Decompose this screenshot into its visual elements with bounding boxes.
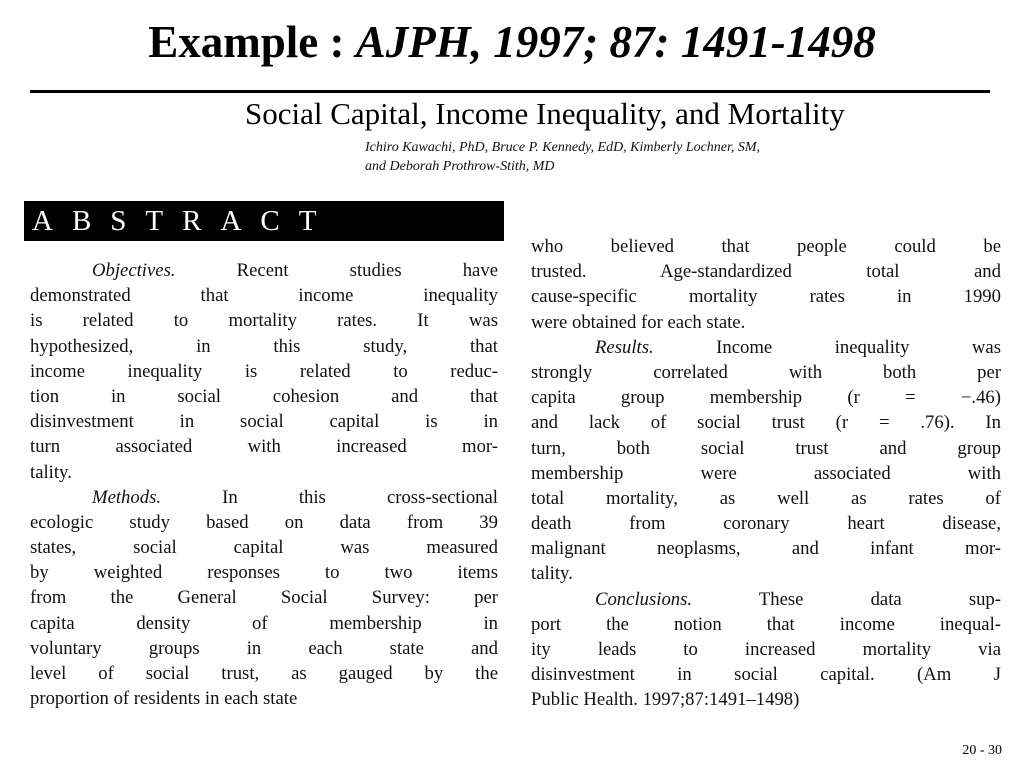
line-text: ity leads to increased mortality via bbox=[531, 639, 1001, 660]
abstract-line bbox=[30, 510, 498, 535]
line-text: and lack of social trust (r = .76). In bbox=[531, 412, 1001, 434]
abstract-line bbox=[531, 587, 1001, 612]
line-text: tion in social cohesion and that bbox=[30, 385, 498, 407]
line-text: death from coronary heart disease, bbox=[531, 513, 1001, 535]
abstract-line bbox=[30, 308, 498, 333]
abstract-line bbox=[531, 662, 1001, 687]
line-text: from the General Social Survey: per bbox=[30, 587, 498, 609]
line-text: turn, both social trust and group bbox=[531, 437, 1001, 459]
abstract-line bbox=[30, 535, 498, 560]
abstract-line bbox=[30, 661, 498, 686]
line-text: trusted. Age-standardized total and bbox=[531, 261, 1001, 283]
line-text: These data sup- bbox=[692, 588, 1001, 610]
abstract-line bbox=[30, 258, 498, 283]
line-text: In this cross-sectional bbox=[161, 486, 498, 508]
line-text: disinvestment in social capital is in bbox=[30, 411, 498, 433]
line-text: capita group membership (r = −.46) bbox=[531, 387, 1001, 409]
line-text: malignant neoplasms, and infant mor- bbox=[531, 538, 1001, 560]
abstract-line bbox=[531, 410, 1001, 435]
title-divider bbox=[30, 90, 990, 93]
abstract-line bbox=[531, 612, 1001, 637]
abstract-line bbox=[30, 686, 498, 711]
abstract-right-column bbox=[531, 234, 1001, 713]
abstract-line bbox=[531, 461, 1001, 486]
abstract-banner: ABSTRACT bbox=[24, 201, 504, 241]
abstract-line bbox=[30, 485, 498, 510]
abstract-line bbox=[30, 460, 498, 485]
line-text: were obtained for each state. bbox=[531, 311, 746, 333]
abstract-line bbox=[30, 434, 498, 459]
abstract-line bbox=[30, 334, 498, 359]
line-text: port the notion that income inequal- bbox=[531, 613, 1001, 635]
slide-title-citation: AJPH, 1997; 87: 1491-1498 bbox=[355, 17, 876, 67]
slide-title bbox=[0, 16, 1024, 68]
section-heading: Conclusions. bbox=[595, 588, 693, 610]
abstract-line bbox=[531, 385, 1001, 410]
line-text: turn associated with increased mor- bbox=[30, 436, 498, 458]
line-text: Income inequality was bbox=[653, 336, 1001, 358]
line-text: tality. bbox=[531, 563, 573, 585]
section-heading: Methods. bbox=[92, 486, 162, 508]
section-heading: Results. bbox=[595, 336, 654, 358]
abstract-line bbox=[531, 259, 1001, 284]
line-text: membership were associated with bbox=[531, 462, 1001, 484]
slide-title-prefix: Example : bbox=[148, 17, 345, 67]
article-title: Social Capital, Income Inequality, and Mortality bbox=[245, 96, 845, 131]
abstract-line bbox=[30, 585, 498, 610]
abstract-line bbox=[30, 611, 498, 636]
line-text: voluntary groups in each state and bbox=[30, 637, 498, 659]
line-text: states, social capital was measured bbox=[30, 537, 498, 559]
abstract-line bbox=[30, 560, 498, 585]
line-text: who believed that people could be bbox=[531, 236, 1001, 257]
abstract-line bbox=[531, 234, 1001, 259]
abstract-line bbox=[531, 561, 1001, 586]
abstract-line bbox=[531, 335, 1001, 360]
abstract-line bbox=[531, 310, 1001, 335]
line-text: by weighted responses to two items bbox=[30, 562, 498, 584]
line-text: demonstrated that income inequality bbox=[30, 285, 498, 307]
abstract-line bbox=[531, 284, 1001, 309]
line-text: Public Health. 1997;87:1491–1498) bbox=[531, 689, 800, 711]
line-text: ecologic study based on data from 39 bbox=[30, 511, 498, 533]
line-text: tality. bbox=[30, 461, 72, 483]
abstract-line bbox=[531, 360, 1001, 385]
section-heading: Objectives. bbox=[92, 260, 176, 281]
page-number: 20 - 30 bbox=[962, 743, 1002, 758]
line-text: hypothesized, in this study, that bbox=[30, 335, 498, 357]
line-text: is related to mortality rates. It was bbox=[30, 310, 498, 332]
line-text: Recent studies have bbox=[175, 260, 498, 281]
line-text: level of social trust, as gauged by the bbox=[30, 663, 498, 684]
line-text: income inequality is related to reduc- bbox=[30, 360, 498, 382]
abstract-left-column bbox=[30, 258, 498, 711]
abstract-line bbox=[30, 283, 498, 308]
line-text: strongly correlated with both per bbox=[531, 361, 1001, 383]
abstract-line bbox=[30, 636, 498, 661]
line-text: disinvestment in social capital. (Am J bbox=[531, 664, 1001, 686]
article-authors bbox=[365, 138, 760, 176]
line-text: capita density of membership in bbox=[30, 612, 498, 634]
abstract-line bbox=[531, 687, 1001, 712]
authors-line-2: and Deborah Prothrow-Stith, MD bbox=[365, 159, 555, 174]
abstract-line bbox=[531, 436, 1001, 461]
line-text: cause-specific mortality rates in 1990 bbox=[531, 286, 1001, 308]
abstract-line bbox=[30, 409, 498, 434]
line-text: total mortality, as well as rates of bbox=[531, 487, 1001, 509]
line-text: proportion of residents in each state bbox=[30, 688, 298, 710]
abstract-line bbox=[531, 536, 1001, 561]
authors-line-1: Ichiro Kawachi, PhD, Bruce P. Kennedy, EdD, Kimberly Lochner, SM, bbox=[365, 140, 761, 155]
abstract-line bbox=[531, 511, 1001, 536]
abstract-line bbox=[30, 359, 498, 384]
abstract-line bbox=[531, 486, 1001, 511]
abstract-line bbox=[30, 384, 498, 409]
abstract-line bbox=[531, 637, 1001, 662]
